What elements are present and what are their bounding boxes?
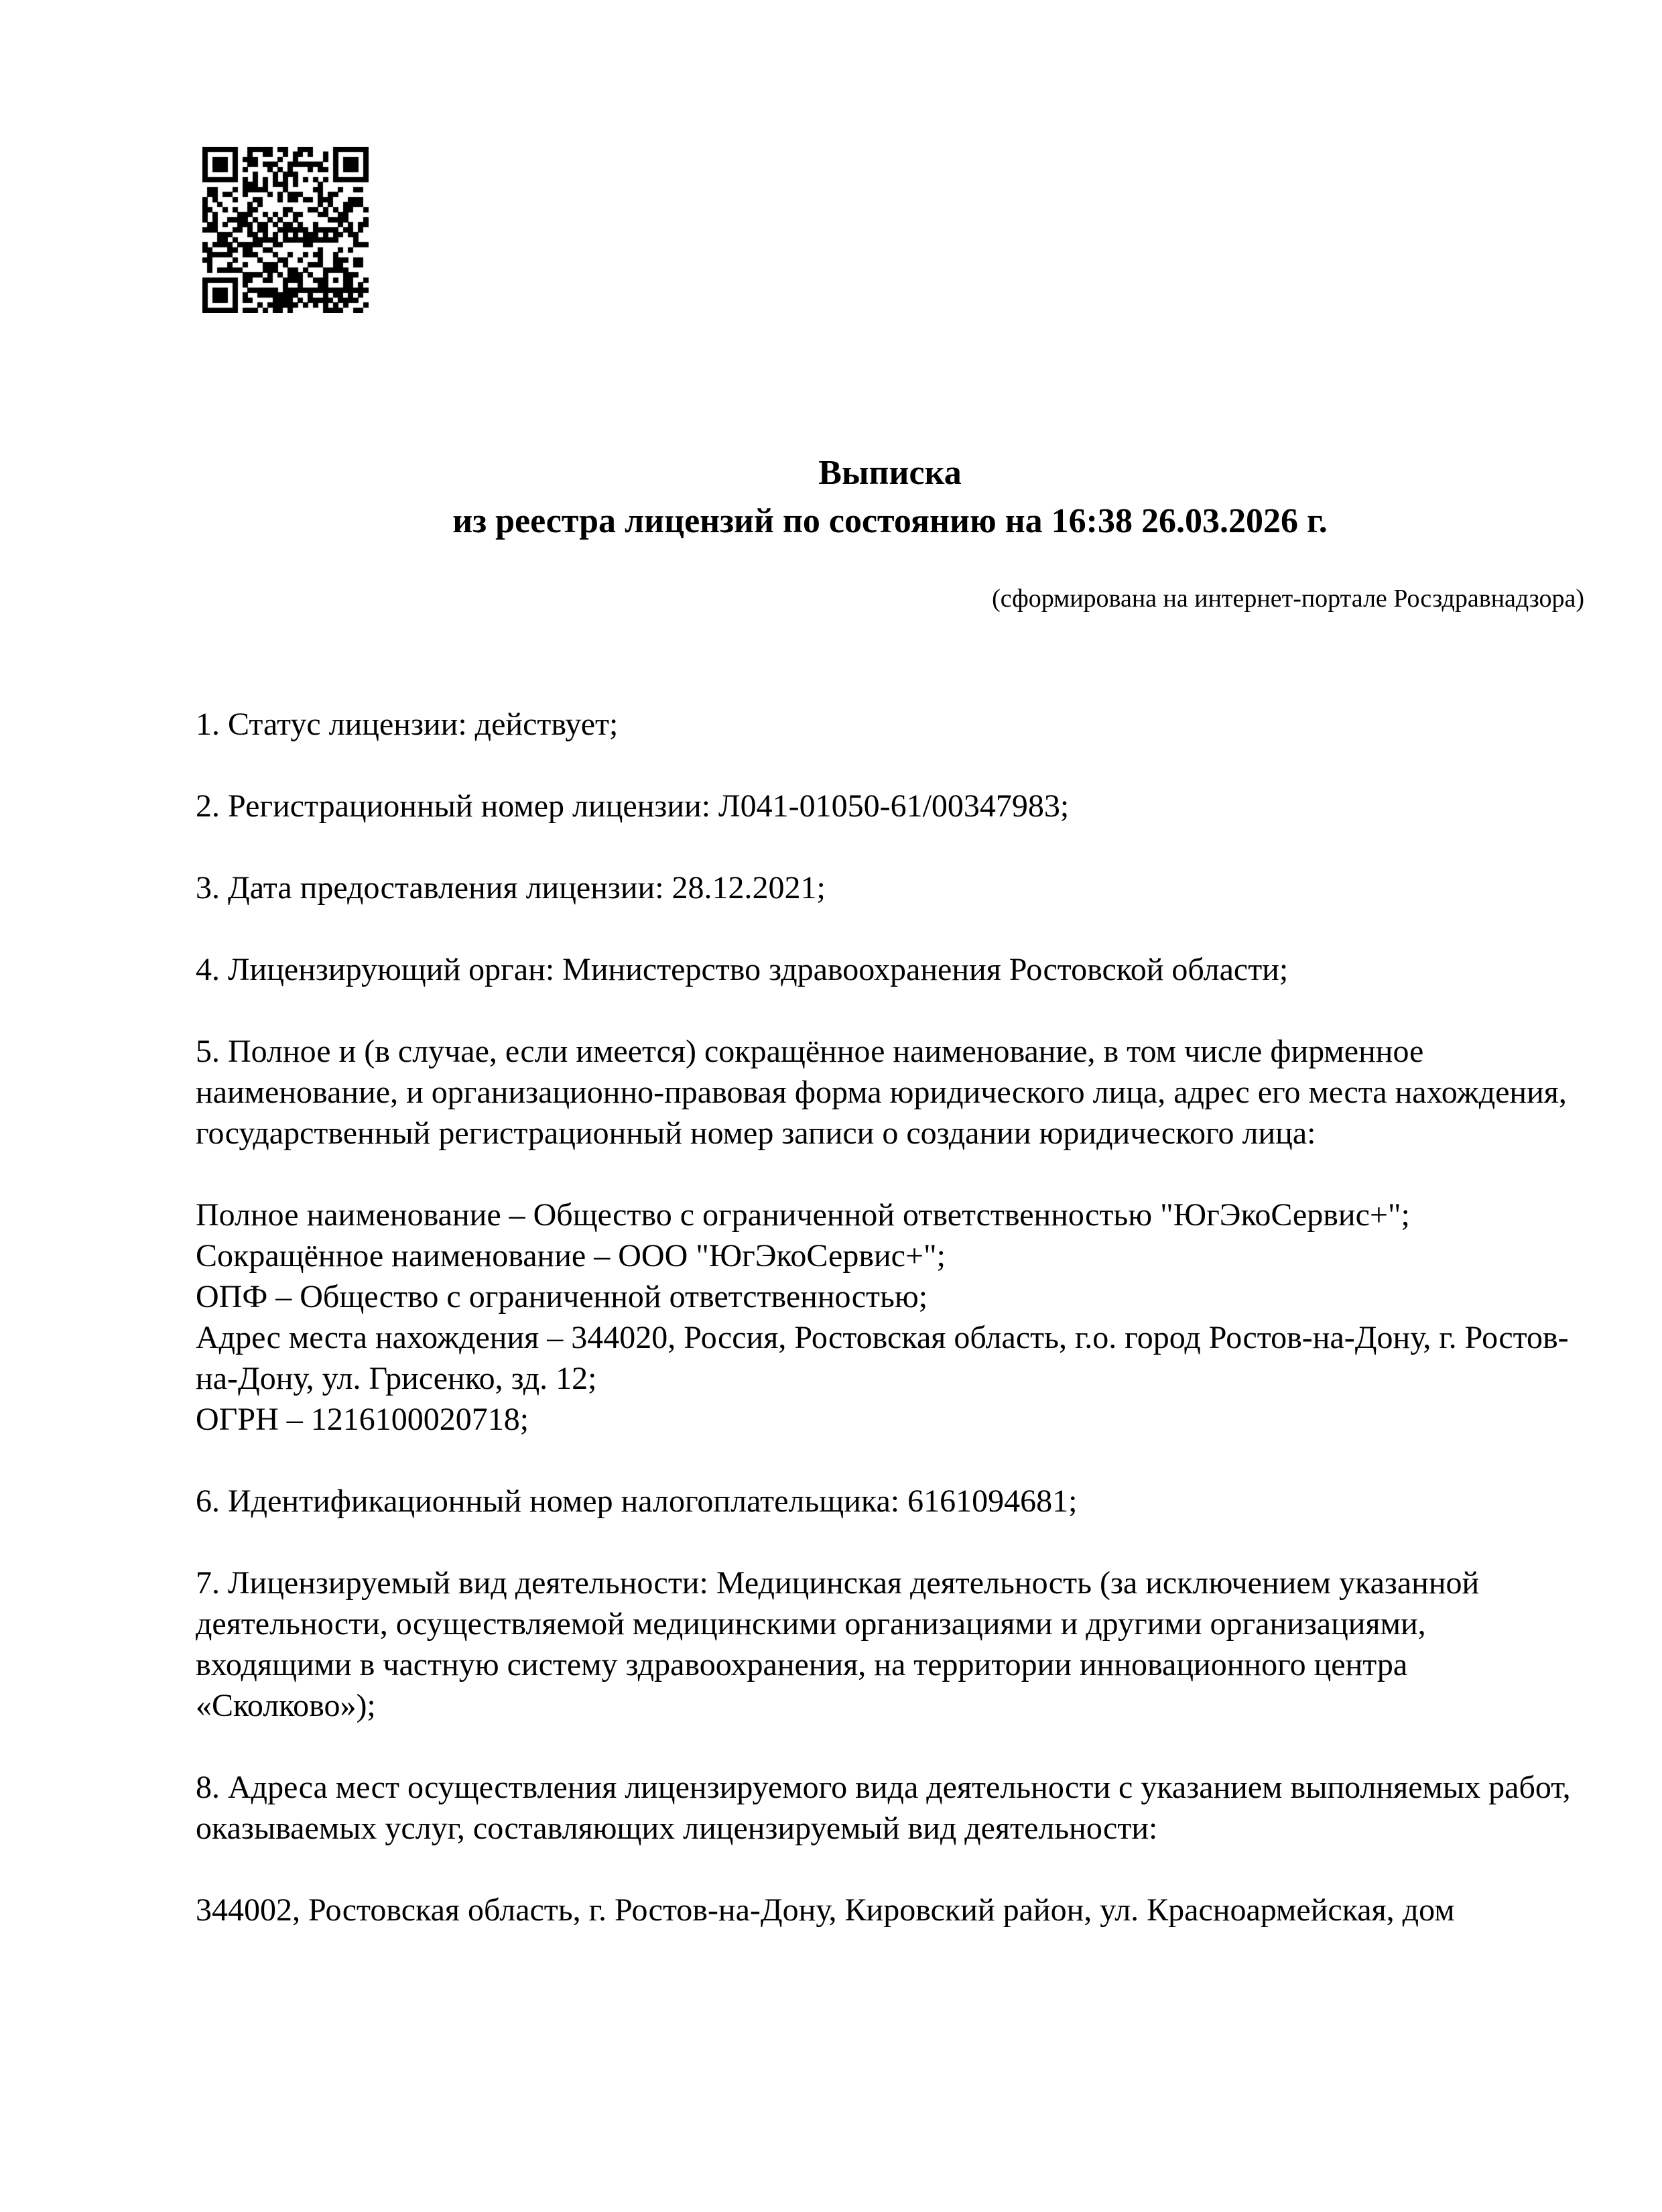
org-address: Адрес места нахождения – 344020, Россия, Ростовская область, г.о. город Ростов-на-Дону, г. Ростов-на-Дону, ул. Грисенко, зд. 12; <box>196 1320 1569 1396</box>
paragraph-grant-date <box>196 867 1584 908</box>
paragraph-license-status <box>196 704 1584 745</box>
paragraph-activity-address <box>196 1890 1584 1930</box>
document-content <box>196 0 1584 1930</box>
licensing-authority-text: 4. Лицензирующий орган: Министерство здравоохранения Ростовской области; <box>196 952 1289 987</box>
activity-address-text: 344002, Ростовская область, г. Ростов-на-Дону, Кировский район, ул. Красноармейская, дом <box>196 1892 1455 1928</box>
org-details-block <box>196 1194 1584 1440</box>
title-line-1: Выписка <box>818 454 962 492</box>
paragraph-registration-number <box>196 786 1584 826</box>
licensed-activity-text: 7. Лицензируемый вид деятельности: Медицинская деятельность (за исключением указанной деятельности, осуществляемой медицинскими организациями и другими организациями, входящими в частную систему здравоохранения, на территории инновационного центра «Сколково»); <box>196 1565 1480 1723</box>
org-short-name: Сокращённое наименование – ООО "ЮгЭкоСервис+"; <box>196 1238 946 1274</box>
document-subtitle: (сформирована на интернет-портале Росздравнадзора) <box>992 585 1584 613</box>
paragraph-activity-addresses-heading <box>196 1767 1584 1849</box>
registration-number-text: 2. Регистрационный номер лицензии: Л041-01050-61/00347983; <box>196 788 1070 824</box>
paragraph-taxpayer-inn <box>196 1481 1584 1522</box>
taxpayer-inn-text: 6. Идентификационный номер налогоплательщика: 6161094681; <box>196 1483 1078 1519</box>
license-status-text: 1. Статус лицензии: действует; <box>196 706 619 742</box>
paragraph-licensing-authority <box>196 949 1584 990</box>
grant-date-text: 3. Дата предоставления лицензии: 28.12.2021; <box>196 870 826 906</box>
org-ogrn: ОГРН – 1216100020718; <box>196 1402 529 1437</box>
org-full-name: Полное наименование – Общество с ограниченной ответственностью "ЮгЭкоСервис+"; <box>196 1197 1410 1233</box>
org-name-heading-text: 5. Полное и (в случае, если имеется) сокращённое наименование, в том числе фирменное наименование, и организационно-правовая форма юридического лица, адрес его места нахождения, государственный регистрационный номер записи о создании юридического лица: <box>196 1034 1567 1151</box>
activity-addresses-heading-text: 8. Адреса мест осуществления лицензируемого вида деятельности с указанием выполняемых работ, оказываемых услуг, составляющих лицензируемый вид деятельности: <box>196 1770 1571 1846</box>
paragraph-licensed-activity <box>196 1562 1584 1726</box>
document-body <box>196 704 1584 1930</box>
paragraph-org-name-heading <box>196 1031 1584 1154</box>
document-title <box>196 449 1584 546</box>
title-line-2: из реестра лицензий по состоянию на 16:38 26.03.2026 г. <box>452 502 1328 540</box>
org-legal-form: ОПФ – Общество с ограниченной ответственностью; <box>196 1279 928 1314</box>
